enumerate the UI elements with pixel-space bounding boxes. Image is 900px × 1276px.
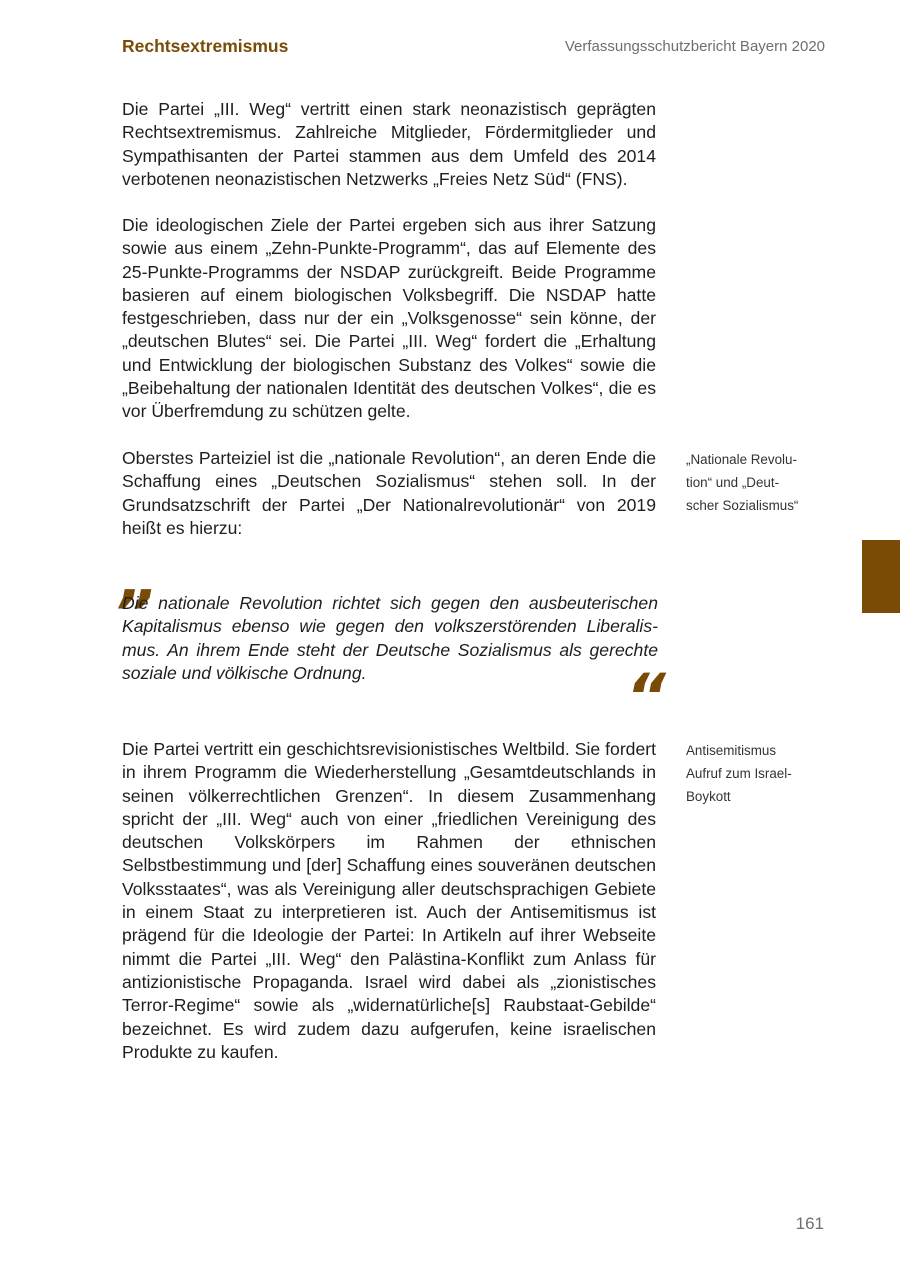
marginal-note-antisemitism <box>686 739 816 808</box>
paragraph-ideological-goals: Die ideologischen Ziele der Partei ergeben sich aus ihrer Satzung sowie aus einem „Zehn-Punkte-Programm“, das auf Elemente des 25-Punkte-Programms der NSDAP zurückgreift. Beide Programme basieren auf einem biologischen Volksbegriff. Die NSDAP hatte festgeschrieben, dass nur der ein „Volksgenosse“ sein könne, der „deutschen Blutes“ sei. Die Partei „III. Weg“ fordert die „Erhaltung und Entwicklung der biologischen Substanz des Volkes“ sowie die „Beibehaltung der nationalen Identität des deutschen Volkes“, die es vor Überfremdung zu schützen gelte. <box>122 215 656 422</box>
marginal-note-line: scher Sozialismus“ <box>686 498 799 513</box>
blockquote-text: Die nationale Revolution richtet sich gegen den ausbeuterischen Kapitalismus ebenso wie gegen den volkszerstörenden Liberalismus. An ihrem Ende steht der Deutsche Sozialismus als gerechte soziale und völkische Ordnung. <box>122 593 658 683</box>
chapter-tab-marker <box>862 540 900 613</box>
publication-title: Verfassungsschutzbericht Bayern 2020 <box>564 38 825 55</box>
paragraph-party-profile: Die Partei „III. Weg“ vertritt einen stark neonazistisch geprägten Rechtsextremismus. Zahlreiche Mitglieder, Fördermitglieder und Sympathisanten der Partei stammen aus dem Umfeld des 2014 verbotenen neonazistischen Netzwerks „Freies Netz Süd“ (FNS). <box>122 99 656 189</box>
marginal-note-line: „Nationale Revolu- <box>686 452 797 467</box>
page-number: 161 <box>795 1214 824 1233</box>
closing-quote-mark-icon: “ <box>626 660 666 733</box>
paragraph-worldview: Die Partei vertritt ein geschichtsrevisionistisches Weltbild. Sie fordert in ihrem Programm die Wiederherstellung „Gesamtdeutschlands in seinen völkerrechtlichen Grenzen“. In diesem Zusammenhang spricht der „III. Weg“ auch von einer „friedlichen Vereinigung des deutschen Volkskörpers im Rahmen der ethnischen Selbstbestimmung und [der] Schaffung eines souveränen deutschen Volksstaates“, was als Vereinigung aller deutschsprachigen Gebiete in einem Staat zu interpretieren ist. Auch der Antisemitismus ist prägend für die Ideologie der Partei: In Artikeln auf ihrer Webseite nimmt die Partei „III. Weg“ den Palästina-Konflikt zum Anlass für antizionistische Propaganda. Israel wird dabei als „zionistisches Terror-Regime“ sowie als „widernatürliche[s] Raubstaat-Gebilde“ bezeichnet. Es wird zudem dazu aufgerufen, keine israelischen Produkte zu kaufen. <box>122 739 656 1062</box>
section-title: Rechtsextremismus <box>122 36 289 56</box>
marginal-note-national-revolution <box>686 448 816 517</box>
paragraph-party-goal: Oberstes Parteiziel ist die „nationale Revolution“, an deren Ende die Schaffung eines „Deutschen Sozialismus“ stehen soll. In der Grundsatzschrift der Partei „Der Nationalrevolutionär“ von 2019 heißt es hierzu: <box>122 448 656 538</box>
marginal-note-line: Aufruf zum Israel- <box>686 766 792 781</box>
opening-quote-mark-icon: „ <box>120 543 160 616</box>
marginal-note-line: Boykott <box>686 789 731 804</box>
marginal-note-line: tion“ und „Deut- <box>686 475 780 490</box>
marginal-note-line: Antisemitismus <box>686 743 777 758</box>
